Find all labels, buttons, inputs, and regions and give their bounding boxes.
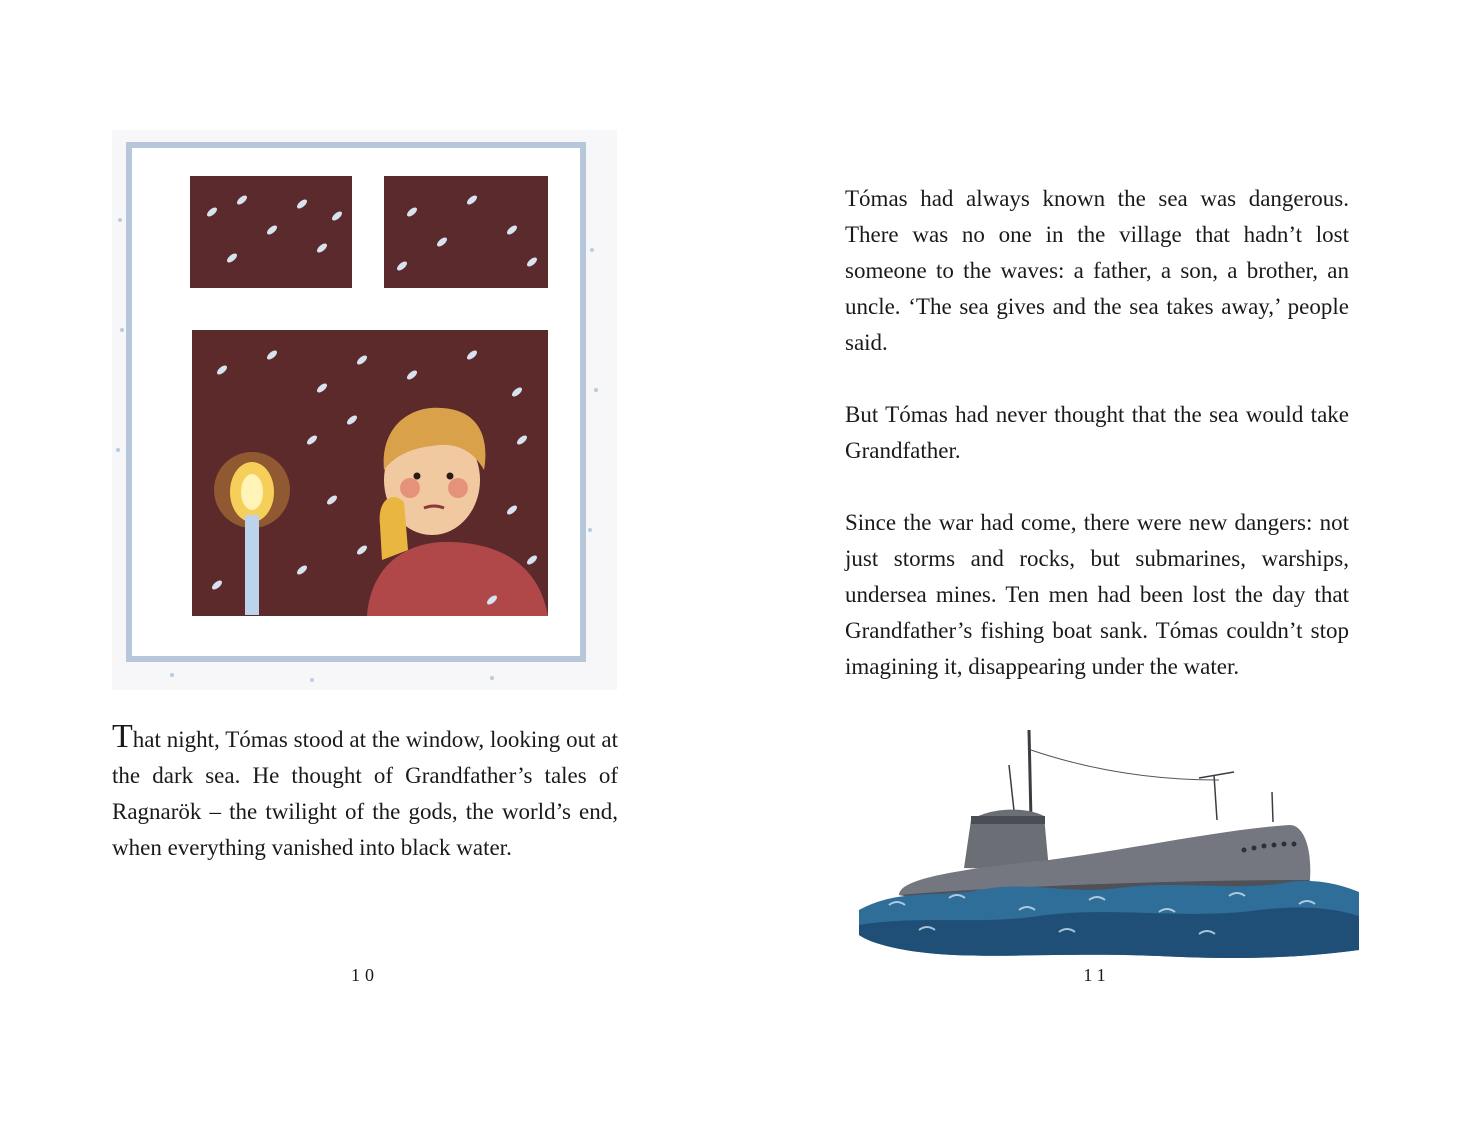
page-number-left: 10 — [351, 965, 379, 985]
window-illustration — [112, 130, 617, 690]
submarine-illustration — [859, 720, 1359, 965]
drop-cap: T — [112, 718, 133, 755]
left-paragraph-text: hat night, Tómas stood at the window, looking out at the dark sea. He thought of Grandfather’s tales of Ragnarök – the twilight of the gods, the world’s end, when everything vanished into black water. — [112, 727, 618, 860]
paragraph-2: But Tómas had never thought that the sea would take Grandfather. — [845, 402, 1349, 463]
left-paragraph — [112, 718, 618, 866]
left-page — [0, 0, 731, 1123]
right-page — [731, 0, 1462, 1123]
paragraph-1: Tómas had always known the sea was dangerous. There was no one in the village that hadn’t lost someone to the waves: a father, a son, a brother, an uncle. ‘The sea gives and the sea takes away,’ people said. — [845, 186, 1349, 355]
paragraph-3: Since the war had come, there were new dangers: not just storms and rocks, but submarines, warships, undersea mines. Ten men had been lost the day that Grandfather’s fishing boat sank. Tómas couldn’t stop imagining it, disappearing under the water. — [845, 510, 1349, 679]
page-number-right: 11 — [1083, 965, 1111, 985]
